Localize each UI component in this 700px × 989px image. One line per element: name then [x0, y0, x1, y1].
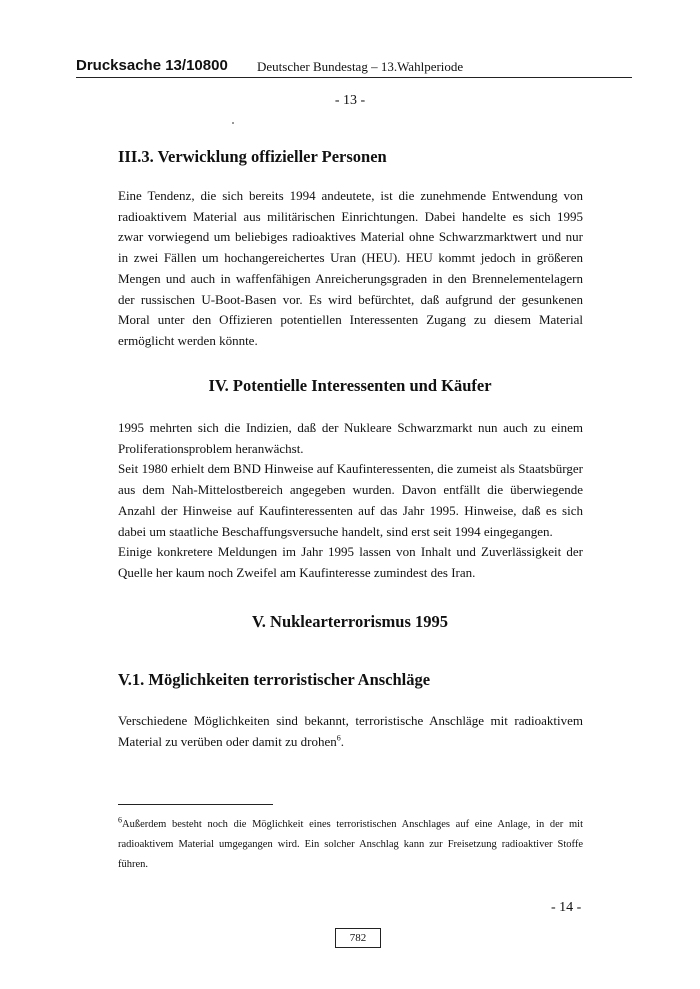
footnote-text: Außerdem besteht noch die Möglichkeit eines terroristischen Anschlages auf eine Anlage, in der mit radioaktivem Material umgegangen wird. Ein solcher Anschlag kann zur Freisetzung radioaktiver Stoffe führen.: [118, 819, 583, 870]
heading-buyers: IV. Potentielle Interessenten und Käufer: [208, 376, 492, 395]
paragraph-text: Verschiedene Möglichkeiten sind bekannt, terroristische Anschläge mit radioaktivem Material zu verüben oder damit zu drohen: [118, 713, 583, 749]
heading-official-persons: III.3. Verwicklung offizieller Personen: [118, 147, 387, 166]
heading-nuclear-terrorism: V. Nuklearterrorismus 1995: [251, 612, 448, 631]
speck: [232, 122, 234, 124]
paragraph-terror-possibilities: [118, 711, 583, 752]
paragraph-buyers: [118, 418, 583, 584]
header-title: Deutscher Bundestag – 13.Wahlperiode: [257, 59, 464, 74]
document-number: Drucksache 13/10800: [76, 57, 228, 74]
header-rule: [76, 77, 632, 78]
paragraph-text: Eine Tendenz, die sich bereits 1994 andeutete, ist die zunehmende Entwendung von radioaktivem Material aus militärischen Einrichtungen. Dabei handelte es sich 1995 zwar vorwiegend um beliebiges radioaktives Material ohne Schwarzmarktwert und nur in zwei Fällen um hochangereichertes Uran (HEU). HEU kommt jedoch in größeren Mengen und auch in waffenfähigen Anreicherungsgraden in den Brennelementelagern der russischen U-Boot-Basen vor. Es wird befürchtet, daß aufgrund der gesunkenen Moral unter den Offizieren potentiellen Interessenten Zugang zu diesem Material ermöglicht werden könnte.: [118, 188, 583, 348]
paragraph-text: 1995 mehrten sich die Indizien, daß der Nukleare Schwarzmarkt nun auch zu einem Proliferationsproblem heranwächst.: [118, 420, 583, 456]
page-number-bottom: - 14 -: [551, 900, 582, 915]
archive-stamp: 782: [335, 928, 381, 948]
footnote-rule: [118, 804, 273, 805]
paragraph-official-persons: [118, 186, 583, 352]
page-header: [76, 57, 632, 77]
heading-terror-possibilities: V.1. Möglichkeiten terroristischer Anschläge: [118, 670, 431, 689]
paragraph-text: Seit 1980 erhielt dem BND Hinweise auf Kaufinteressenten, die zumeist als Staatsbürger aus dem Nah-Mittelostbereich angegeben wurden. Davon entfällt die überwiegende Anzahl der Hinweise auf Kaufinteressenten auf das Jahr 1995. Hinweise, daß es sich dabei um staatliche Beschaffungsversuche handelt, sind erst seit 1994 eingegangen.: [118, 461, 583, 539]
footnote-reference: 6: [336, 733, 341, 743]
paragraph-end: .: [340, 733, 344, 749]
footnote-mark: 6: [118, 815, 122, 825]
paragraph-text: Einige konkretere Meldungen im Jahr 1995 lassen von Inhalt und Zuverlässigkeit der Quelle her kaum noch Zweifel am Kaufinteresse zumindest des Iran.: [118, 544, 583, 580]
page-number-top: - 13 -: [334, 93, 366, 108]
footnote: [118, 815, 583, 875]
